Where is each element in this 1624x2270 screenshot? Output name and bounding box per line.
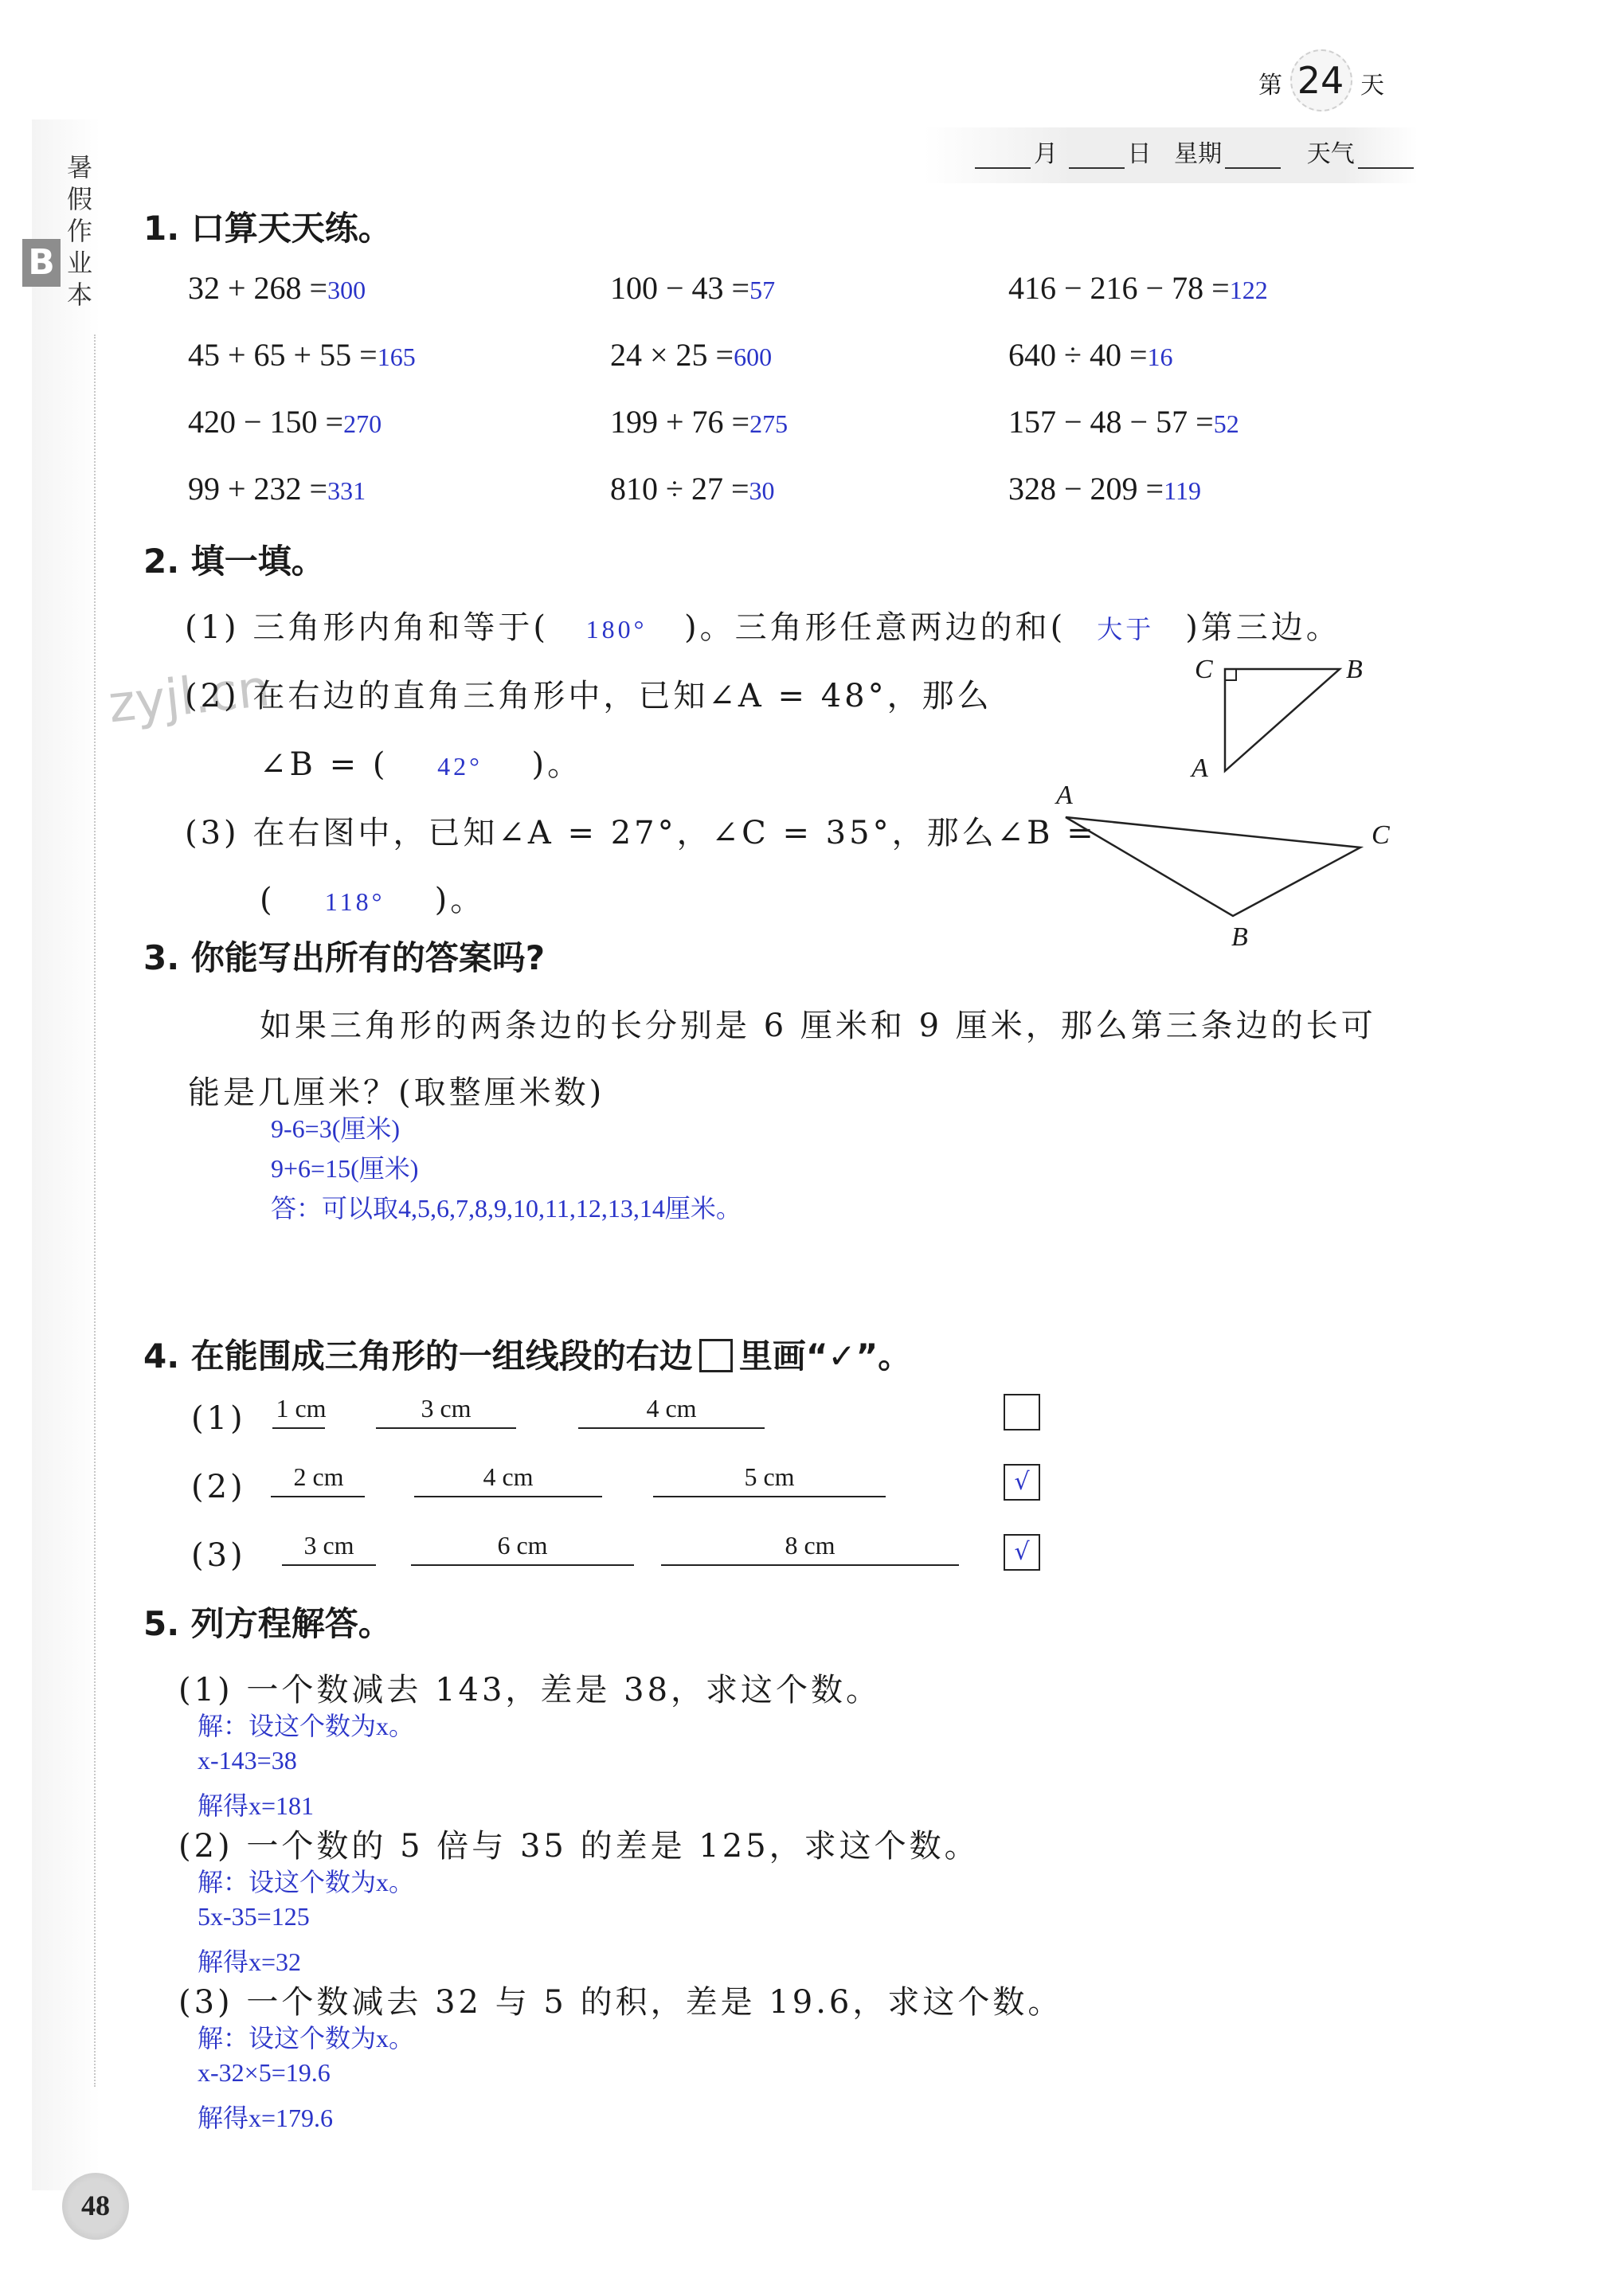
q4-row1-label: (1) <box>191 1400 246 1437</box>
q5-item1-ans2: x-143=38 <box>198 1746 297 1775</box>
day-prefix: 第 <box>1258 72 1282 100</box>
q4-row2-seg2-label: 4 cm <box>483 1462 534 1491</box>
q3-answer-line1: 9-6=3(厘米) <box>271 1114 401 1143</box>
q4-row2-seg3-label: 5 cm <box>744 1462 795 1491</box>
q1-expr-r1c2: 640 ÷ 40 =16 <box>1008 337 1173 373</box>
q1-expr-r2c1: 199 + 76 =275 <box>610 404 789 440</box>
q4-row2-seg3 <box>653 1496 886 1497</box>
q1-answer: 30 <box>749 476 775 505</box>
q1-title: 1. 口算天天练。 <box>143 209 392 248</box>
q1-answer: 275 <box>749 409 789 438</box>
q1-expr-r1c0: 45 + 65 + 55 =165 <box>188 337 416 373</box>
q1-answer: 600 <box>734 342 773 371</box>
q5-item2-ans3: 解得x=32 <box>198 1947 302 1976</box>
q1-answer: 300 <box>327 276 366 304</box>
page-number: 48 <box>81 2190 110 2221</box>
q1-expr-r0c2: 416 − 216 − 78 =122 <box>1008 270 1268 306</box>
q1-answer: 16 <box>1147 342 1173 371</box>
fig1-label-b: B <box>1346 655 1363 684</box>
q4-row1-seg1-label: 1 cm <box>276 1394 327 1423</box>
q4-row3-seg1-label: 3 cm <box>303 1531 354 1560</box>
q1-answer: 52 <box>1213 409 1239 438</box>
q5-item3-ans3: 解得x=179.6 <box>198 2104 334 2132</box>
q1-answer: 57 <box>749 276 776 304</box>
q1-answer: 122 <box>1229 276 1268 304</box>
sidebar-strip <box>32 119 100 2190</box>
q4-row2-seg2 <box>414 1496 602 1497</box>
month-label: 月 <box>1034 140 1058 168</box>
sidebar-dotted-line <box>94 335 96 2087</box>
q2-part3-line1: (3) 在右图中，已知∠A = 27°，∠C = 35°，那么∠B = <box>185 815 1097 851</box>
q2-title: 2. 填一填。 <box>143 542 325 581</box>
q1-expr-r1c1: 24 × 25 =600 <box>610 337 773 373</box>
q5-item3-question: (3) 一个数减去 32 与 5 的积，差是 19.6，求这个数。 <box>178 1984 1063 2021</box>
q4-row3-seg2 <box>411 1564 634 1566</box>
q4-title: 4. 在能围成三角形的一组线段的右边 里画“✓”。 <box>143 1337 912 1376</box>
right-triangle-shape <box>1225 669 1340 771</box>
q1-answer: 165 <box>377 342 416 371</box>
q5-item2-ans2: 5x-35=125 <box>198 1902 310 1931</box>
q3-text-line1: 如果三角形的两条边的长分别是 6 厘米和 9 厘米，那么第三条边的长可 <box>260 1008 1376 1044</box>
q4-row1-seg3-label: 4 cm <box>646 1394 697 1423</box>
q1-expr-r2c0: 420 − 150 =270 <box>188 404 382 440</box>
q3-answer-line3: 答：可以取4,5,6,7,8,9,10,11,12,13,14厘米。 <box>271 1194 742 1223</box>
day-suffix: 天 <box>1360 72 1384 100</box>
q3-answer-line2: 9+6=15(厘米) <box>271 1154 419 1183</box>
q4-row2-seg1 <box>271 1496 365 1497</box>
weather-blank <box>1358 143 1414 169</box>
q5-item1-ans1: 解：设这个数为x。 <box>198 1712 415 1740</box>
q4-row1-checkbox[interactable] <box>1004 1394 1040 1430</box>
right-angle-mark <box>1225 669 1236 680</box>
q3-title: 3. 你能写出所有的答案吗? <box>143 938 546 977</box>
month-blank <box>975 143 1031 169</box>
watermark: zyjl.cn <box>105 659 273 735</box>
date-fields <box>972 134 1417 169</box>
q2-answer-greater: 大于 <box>1097 615 1155 644</box>
q2-part1: (1) 三角形内角和等于( 180° )。三角形任意两边的和( 大于 )第三边。 <box>185 609 1341 646</box>
date-blank <box>1069 143 1125 169</box>
q4-row1-seg2 <box>376 1427 516 1429</box>
q2-answer-angle-sum: 180° <box>585 615 648 644</box>
q1-expr-r3c0: 99 + 232 =331 <box>188 471 366 507</box>
q2-answer-angle-b3: 118° <box>324 887 385 916</box>
q2-answer-angle-b: 42° <box>437 752 483 781</box>
q5-item1-question: (1) 一个数减去 143，差是 38，求这个数。 <box>178 1672 882 1708</box>
q1-expr-r0c1: 100 − 43 =57 <box>610 270 776 306</box>
q3-text-line2: 能是几厘米？(取整厘米数) <box>188 1074 605 1111</box>
q2-part2-line2: ∠B = ( 42° )。 <box>260 746 583 783</box>
q4-row2-checkbox[interactable]: √ <box>1004 1464 1040 1501</box>
q4-row3-seg1 <box>282 1564 376 1566</box>
fig1-label-a: A <box>1192 753 1208 783</box>
q4-row3-seg3-label: 8 cm <box>785 1531 835 1560</box>
fig1-label-c: C <box>1195 655 1213 684</box>
q4-row3-seg2-label: 6 cm <box>497 1531 548 1560</box>
q4-row3-label: (3) <box>191 1537 246 1574</box>
q1-expr-r3c1: 810 ÷ 27 =30 <box>610 471 775 507</box>
q1-answer: 331 <box>327 476 366 505</box>
q2-part2-line1: (2) 在右边的直角三角形中，已知∠A = 48°，那么 <box>185 678 992 714</box>
fig2-label-c: C <box>1372 820 1390 850</box>
q5-item2-ans1: 解：设这个数为x。 <box>198 1868 415 1896</box>
q4-row1-seg3 <box>578 1427 765 1429</box>
q4-row2-label: (2) <box>191 1469 246 1505</box>
q4-row3-checkbox[interactable]: √ <box>1004 1534 1040 1571</box>
q1-expr-r2c2: 157 − 48 − 57 =52 <box>1008 404 1239 440</box>
q4-row1-seg2-label: 3 cm <box>421 1394 472 1423</box>
sidebar-book-title: 暑假作业本 <box>67 152 93 310</box>
q5-item1-ans3: 解得x=181 <box>198 1791 315 1820</box>
q5-item2-question: (2) 一个数的 5 倍与 35 的差是 125，求这个数。 <box>178 1828 980 1865</box>
day-number: 24 <box>1297 59 1344 102</box>
weather-label: 天气 <box>1306 140 1355 168</box>
q4-title-box <box>699 1339 733 1372</box>
q1-expr-r3c2: 328 − 209 =119 <box>1008 471 1201 507</box>
fig2-label-b: B <box>1231 922 1248 952</box>
q5-item3-ans2: x-32×5=19.6 <box>198 2058 331 2087</box>
date-label: 日 <box>1127 140 1152 168</box>
q4-row3-seg3 <box>661 1564 959 1566</box>
q1-expr-r0c0: 32 + 268 =300 <box>188 270 366 306</box>
sidebar-badge: B <box>22 239 61 287</box>
fig2-label-a: A <box>1056 781 1073 810</box>
q2-part3-line2: ( 118° )。 <box>260 882 486 918</box>
q5-title: 5. 列方程解答。 <box>143 1604 392 1643</box>
obtuse-triangle-shape <box>1066 817 1360 916</box>
obtuse-triangle-figure <box>1051 796 1386 940</box>
q5-item3-ans1: 解：设这个数为x。 <box>198 2024 415 2053</box>
q1-answer: 270 <box>343 409 382 438</box>
weekday-blank <box>1225 143 1281 169</box>
q4-row1-seg1 <box>272 1427 325 1429</box>
q1-answer: 119 <box>1164 476 1201 505</box>
q4-row2-seg1-label: 2 cm <box>293 1462 344 1491</box>
weekday-label: 星期 <box>1174 140 1223 168</box>
